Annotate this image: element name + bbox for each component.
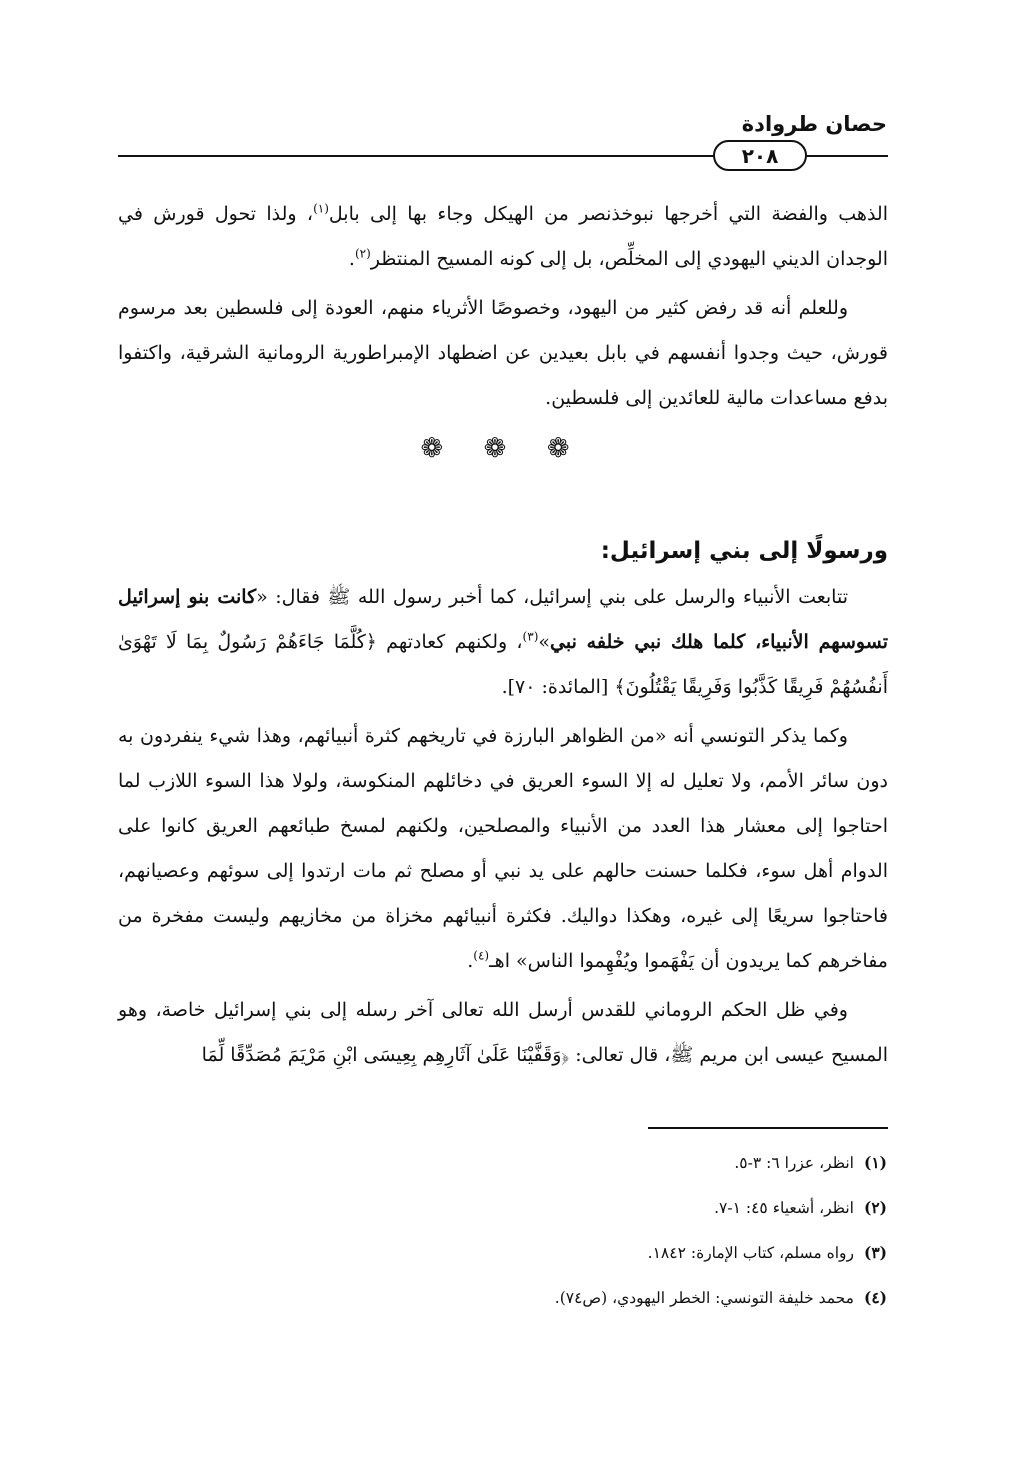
- section-separator: ❁ ❁ ❁: [420, 433, 586, 464]
- paragraph-2: وللعلم أنه قد رفض كثير من اليهود، وخصوصًا الأثرياء منهم، العودة إلى فلسطين بعد مرسوم قورش، حيث وجدوا أنفسهم في بابل بعيدين عن اضطهاد الإمبراطورية الرومانية الشرقية، واكتفوا بدفع مساعدات مالية للعائدين إلى فلسطين.: [118, 297, 888, 409]
- footnote-number: (٢): [863, 1198, 887, 1217]
- footnote-1: [187, 1140, 887, 1185]
- page-number: ٢٠٨: [741, 143, 779, 168]
- paragraph-1: [118, 192, 888, 282]
- footnote-ref-2[interactable]: (٢): [354, 246, 371, 261]
- main-text: [118, 192, 888, 1078]
- paragraph-1-text-a: الذهب والفضة التي أخرجها نبوخذنصر من الهيكل وجاء بها إلى بابل: [328, 203, 888, 225]
- paragraph-3-text-a: تتابعت الأنبياء والرسل على بني إسرائيل، كما أخبر رسول الله ﷺ فقال: «: [256, 586, 848, 608]
- footnotes: [187, 1140, 887, 1320]
- page-number-badge: [713, 140, 807, 171]
- footnote-text: انظر، أشعياء ٤٥: ١-٧.: [714, 1199, 854, 1217]
- paragraph-4: [118, 714, 888, 984]
- footnote-ref-1[interactable]: (١): [313, 201, 329, 216]
- paragraph-4-text-b: .: [467, 950, 474, 972]
- footnote-number: (١): [863, 1153, 887, 1172]
- footnote-4: [187, 1275, 887, 1320]
- paragraph-5: وفي ظل الحكم الروماني للقدس أرسل الله تعالى آخر رسله إلى بني إسرائيل خاصة، وهو المسيح عيسى ابن مريم ﷺ، قال تعالى: ﴿وَقَفَّيْنَا عَلَىٰ آثَارِهِم بِعِيسَى ابْنِ مَرْيَمَ مُصَدِّقًا لِّمَا: [118, 999, 888, 1066]
- footnote-number: (٣): [863, 1243, 887, 1262]
- footnote-text: انظر، عزرا ٦: ٣-٥.: [734, 1154, 854, 1172]
- paragraph-1-text-c: .: [348, 248, 355, 270]
- footnote-3: [187, 1230, 887, 1275]
- paragraph-1-text-b: ، ولذا تحول قورش في الوجدان الديني اليهودي إلى المخلِّص، بل إلى كونه المسيح المنتظر: [118, 203, 888, 270]
- paragraph-3-text-b: »: [538, 631, 550, 653]
- running-header-title: حصان طروادة: [741, 112, 887, 136]
- section-heading: ورسولًا إلى بني إسرائيل:: [600, 538, 888, 564]
- paragraph-3: [118, 575, 888, 710]
- paragraph-4-text-a: وكما يذكر التونسي أنه «من الظواهر البارزة في تاريخهم كثرة أنبيائهم، وهذا شيء ينفردون به دون سائر الأمم، ولا تعليل له إلا السوء العريق في دخائلهم المنكوسة، ولولا هذا السوء اللازب لما احتاجوا إلى معشار هذا العدد من الأنبياء والمصلحين، ولكنهم لمسخ طبائعهم العريق كانوا على الدوام أهل سوء، فكلما حسنت حالهم على يد نبي أو مصلح ثم مات ارتدوا إلى سوئهم وعصيانهم، فاحتاجوا سريعًا إلى غيره، وهكذا دواليك. فكثرة أنبيائهم مخزاة من مخازيهم وليست مفخرة من مفاخرهم كما يريدون أن يَفْهَموا ويُفْهِموا الناس» اهـ: [118, 725, 888, 972]
- footnote-rule: [648, 1127, 888, 1129]
- hadith-quote: كانت بنو إسرائيل تسوسهم الأنبياء، كلما هلك نبي خلفه نبي: [118, 586, 888, 653]
- footnote-2: [187, 1185, 887, 1230]
- footnote-text: رواه مسلم، كتاب الإمارة: ١٨٤٢.: [647, 1244, 854, 1262]
- footnote-number: (٤): [863, 1288, 887, 1307]
- footnote-ref-3[interactable]: (٣): [522, 629, 539, 644]
- footnote-text: محمد خليفة التونسي: الخطر اليهودي، (ص٧٤).: [554, 1289, 854, 1307]
- footnote-ref-4[interactable]: (٤): [473, 948, 490, 963]
- paragraph-3-text-c: ، ولكنهم كعادتهم ﴿كُلَّمَا جَاءَهُمْ رَسُولٌ بِمَا لَا تَهْوَىٰ أَنفُسُهُمْ فَرِيقًا كَذَّبُوا وَفَرِيقًا يَقْتُلُونَ﴾ [المائدة: ٧٠].: [118, 631, 888, 698]
